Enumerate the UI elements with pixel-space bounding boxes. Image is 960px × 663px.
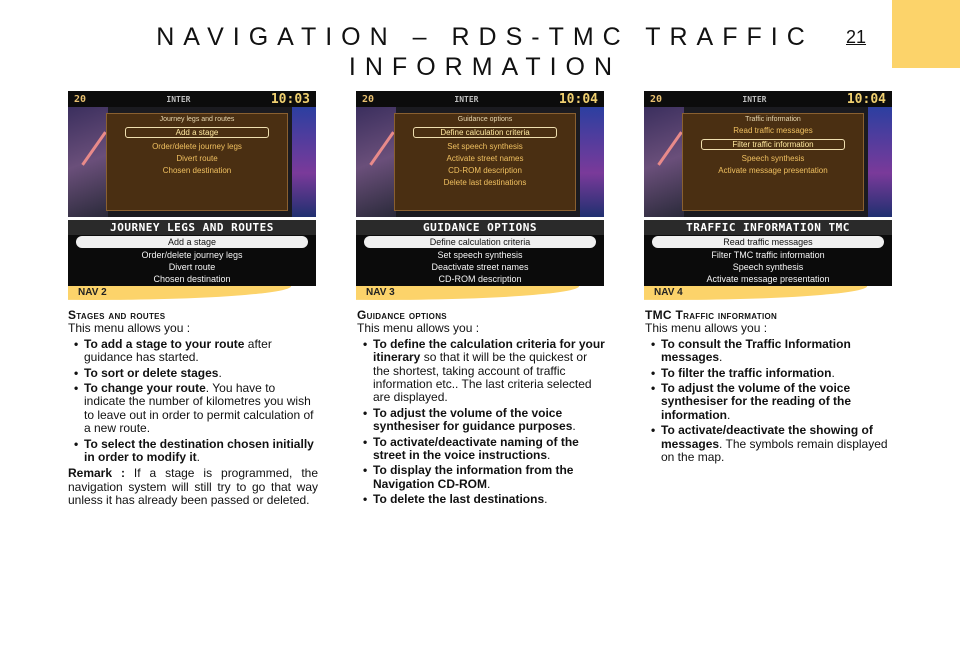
nav-label-text: NAV 3 xyxy=(366,287,395,298)
menu-item: Order/delete journey legs xyxy=(141,250,243,260)
submenu-item: Filter traffic information xyxy=(701,139,845,150)
nav-label-text: NAV 2 xyxy=(78,287,107,298)
bullet-bold: To adjust the volume of the voice synthesiser for guidance purposes xyxy=(373,405,573,434)
remark xyxy=(68,467,318,507)
bullet-rest: . xyxy=(572,419,576,434)
submenu-item: Read traffic messages xyxy=(733,126,813,135)
section-heading: Stages and routes xyxy=(68,308,166,322)
bullet-item xyxy=(373,407,607,434)
menu-item: Read traffic messages xyxy=(652,236,884,248)
text-column xyxy=(645,309,895,466)
road-line xyxy=(657,131,682,165)
map-left xyxy=(356,107,396,217)
bullet-item xyxy=(84,382,318,436)
menu-title: GUIDANCE OPTIONS xyxy=(356,220,604,235)
bullet-bold: To display the information from the Navigation CD-ROM xyxy=(373,463,574,491)
nav-label xyxy=(644,286,892,300)
bullet-rest: . xyxy=(218,365,222,380)
bullet-list xyxy=(68,338,318,465)
status-bar xyxy=(644,91,892,107)
submenu-item: Set speech synthesis xyxy=(447,142,523,151)
menu-item: Chosen destination xyxy=(153,274,231,284)
screen-panel xyxy=(356,91,604,300)
screen-panel xyxy=(68,91,316,300)
clock: 10:04 xyxy=(846,91,886,107)
nav-label-text: NAV 4 xyxy=(654,287,683,298)
bullet-rest: so that it will be the quickest or the shortest, taking account of traffic information etc.. The last criteria selected are displayed. xyxy=(373,350,592,405)
section-heading: Guidance options xyxy=(357,308,447,322)
submenu-item: Delete last destinations xyxy=(443,178,527,187)
bullet-item xyxy=(84,367,318,380)
page-title-line2: INFORMATION xyxy=(348,53,622,81)
source-label: INTER xyxy=(454,94,479,104)
display-screenshot xyxy=(356,91,604,220)
bullet-item xyxy=(373,464,607,491)
source-label: INTER xyxy=(166,94,191,104)
menu-item: Set speech synthesis xyxy=(437,250,523,260)
submenu-title: Traffic information xyxy=(745,116,801,123)
status-bar xyxy=(68,91,316,107)
bullet-rest: . xyxy=(544,492,548,507)
bullet-item xyxy=(661,338,895,365)
bullet-list xyxy=(357,338,607,507)
menu-item: Add a stage xyxy=(76,236,308,248)
section-intro: This menu allows you : xyxy=(645,321,768,336)
menu-item: CD-ROM description xyxy=(438,274,522,284)
bullet-item xyxy=(84,438,318,465)
bullet-bold: To add a stage to your route xyxy=(84,336,245,351)
submenu-item: CD-ROM description xyxy=(448,166,522,175)
menu-item: Divert route xyxy=(168,262,216,272)
submenu-item: Activate message presentation xyxy=(718,166,828,175)
display-screenshot xyxy=(68,91,316,220)
bullet-rest: . xyxy=(547,448,551,463)
menu-screenshot xyxy=(356,220,604,286)
bullet-rest: . xyxy=(196,450,201,465)
map-left xyxy=(68,107,108,217)
bullet-rest: . The symbols remain displayed on the map. xyxy=(661,436,888,465)
page-title-line1: NAVIGATION – RDS-TMC TRAFFIC xyxy=(156,23,814,51)
submenu-item: Chosen destination xyxy=(162,166,232,175)
clock: 10:04 xyxy=(558,91,598,107)
bullet-bold: To define the calculation criteria for your itinerary xyxy=(373,336,605,365)
section-heading: TMC Traffic information xyxy=(645,308,778,322)
menu-screenshot xyxy=(68,220,316,286)
source-label: INTER xyxy=(742,94,767,104)
road-line xyxy=(81,131,106,165)
bullet-item xyxy=(373,338,607,405)
clock: 10:03 xyxy=(270,91,310,107)
menu-item: Deactivate street names xyxy=(431,262,529,272)
bullet-bold: To consult the Traffic Information messages xyxy=(661,336,851,365)
bullet-rest: after guidance has started. xyxy=(84,336,272,365)
menu-item: Activate message presentation xyxy=(706,274,830,284)
display-screenshot xyxy=(644,91,892,220)
temperature: 20 xyxy=(362,93,375,105)
page-number: 21 xyxy=(846,27,867,47)
remark-label: Remark : xyxy=(68,466,125,481)
bullet-rest: . You have to indicate the number of kilometres you wish to leave out in order to permit calculation of a new route. xyxy=(84,381,314,436)
bullet-item xyxy=(661,424,895,464)
map-left xyxy=(644,107,684,217)
bullet-rest: . xyxy=(831,365,835,380)
temperature: 20 xyxy=(650,93,663,105)
temperature: 20 xyxy=(74,93,87,105)
bullet-bold: To activate/deactivate the showing of messages xyxy=(661,423,873,451)
bullet-bold: To filter the traffic information xyxy=(661,365,832,380)
page-title xyxy=(150,22,820,82)
bullet-bold: To adjust the volume of the voice synthesiser for the reading of the information xyxy=(661,381,852,422)
nav-label xyxy=(68,286,316,300)
bullet-bold: To delete the last destinations xyxy=(373,492,545,507)
screen-panel xyxy=(644,91,892,300)
section-intro: This menu allows you : xyxy=(68,321,191,336)
menu-screenshot xyxy=(644,220,892,286)
submenu-title: Guidance options xyxy=(457,116,513,123)
submenu-item: Add a stage xyxy=(125,127,269,138)
bullet-rest: . xyxy=(719,350,723,365)
submenu-item: Activate street names xyxy=(446,154,524,163)
submenu-title: Journey legs and routes xyxy=(159,116,235,123)
bullet-item xyxy=(661,367,895,380)
menu-item: Speech synthesis xyxy=(732,262,804,272)
bullet-list xyxy=(645,338,895,465)
menu-item: Define calculation criteria xyxy=(364,236,596,248)
menu-title: JOURNEY LEGS AND ROUTES xyxy=(68,220,316,235)
page-corner-tab xyxy=(892,0,960,68)
map-right xyxy=(868,107,892,217)
text-column xyxy=(68,309,318,508)
submenu-item: Divert route xyxy=(176,154,218,163)
bullet-item xyxy=(661,382,895,422)
submenu-item: Define calculation criteria xyxy=(413,127,557,138)
submenu-item: Order/delete journey legs xyxy=(152,142,242,151)
submenu-item: Speech synthesis xyxy=(741,154,805,163)
bullet-bold: To select the destination chosen initially in order to modify it xyxy=(84,436,314,465)
remark-text: If a stage is programmed, the navigation system will still try to go that way unless it has already been passed or deleted. xyxy=(68,466,318,508)
bullet-bold: To activate/deactivate naming of the street in the voice instructions xyxy=(373,434,579,463)
bullet-rest: . xyxy=(727,407,731,422)
bullet-bold: To change your route xyxy=(84,381,206,396)
section-intro: This menu allows you : xyxy=(357,321,480,336)
submenu-popup xyxy=(106,113,288,211)
map-right xyxy=(292,107,316,217)
submenu-popup xyxy=(682,113,864,211)
status-bar xyxy=(356,91,604,107)
bullet-item xyxy=(373,493,607,506)
bullet-item xyxy=(84,338,318,365)
road-line xyxy=(369,131,394,165)
text-column xyxy=(357,309,607,509)
bullet-rest: . xyxy=(487,476,491,491)
submenu-popup xyxy=(394,113,576,211)
bullet-bold: To sort or delete stages xyxy=(84,365,219,380)
bullet-item xyxy=(373,436,607,463)
menu-item: Filter TMC traffic information xyxy=(711,250,825,260)
menu-title: TRAFFIC INFORMATION TMC xyxy=(644,220,892,235)
map-right xyxy=(580,107,604,217)
nav-label xyxy=(356,286,604,300)
